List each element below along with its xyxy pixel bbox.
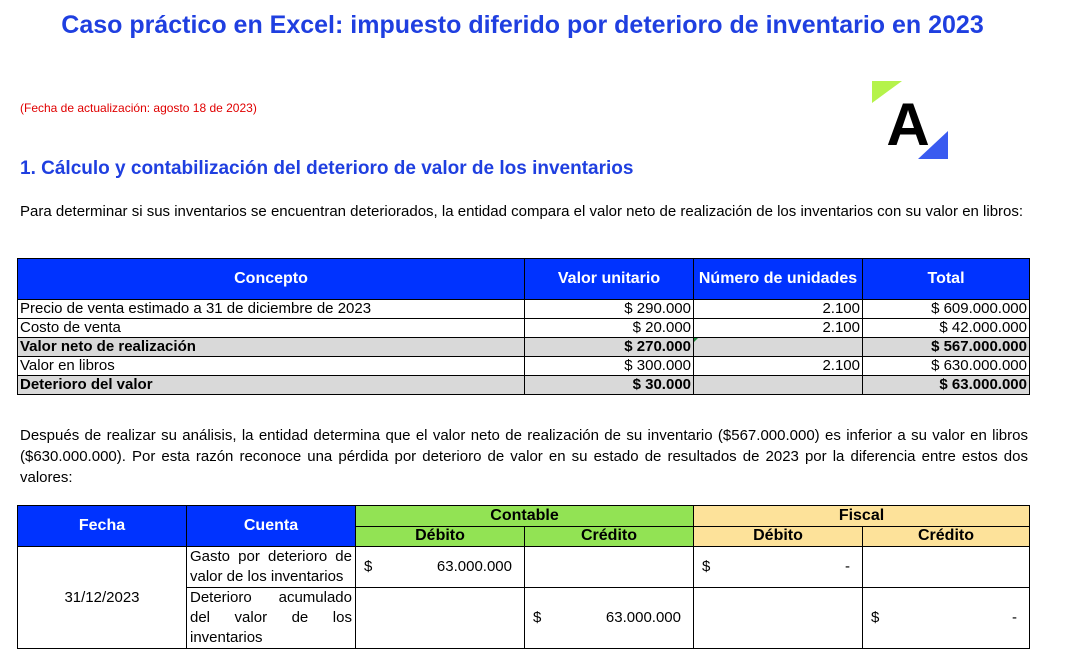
cell-total: $ 609.000.000 [863, 300, 1030, 319]
header-total: Total [863, 259, 1030, 300]
table-row [18, 300, 1030, 319]
table-row [18, 357, 1030, 376]
analysis-paragraph: Después de realizar su análisis, la entidad determina que el valor neto de realización de su inventario ($567.000.000) es inferior a su valor en libros ($630.000.000). Por esta razón reconoce una pérdida por deterioro de valor en su estado de resultados de 2023 por la diferencia entre estos dos valores: [20, 427, 1028, 486]
logo-icon [872, 81, 948, 159]
svg-text:A: A [886, 91, 930, 158]
cell-unidades: 2.100 [694, 357, 863, 376]
header-concepto: Concepto [18, 259, 525, 300]
cell-total: $ 42.000.000 [863, 319, 1030, 338]
cell-cuenta: Gasto por deterioro de valor de los inventarios [187, 547, 356, 588]
cell-fiscal-debito [694, 588, 863, 649]
update-date: (Fecha de actualización: agosto 18 de 2023) [20, 101, 257, 115]
cell-valor-unitario: $ 30.000 [525, 376, 694, 395]
header-fiscal-credito: Crédito [863, 526, 1030, 547]
cell-concepto: Deterioro del valor [18, 376, 525, 395]
cell-contable-debito [356, 588, 525, 649]
table-row [18, 376, 1030, 395]
cell-valor-unitario: $ 290.000 [525, 300, 694, 319]
header-cuenta: Cuenta [187, 506, 356, 547]
cell-cuenta: Deterioro acumulado del valor de los inventarios [187, 588, 356, 649]
cell-fiscal-credito: $ - [863, 588, 1030, 649]
cell-valor-unitario: $ 300.000 [525, 357, 694, 376]
entry-date: 31/12/2023 [18, 547, 187, 649]
cell-concepto: Costo de venta [18, 319, 525, 338]
section-title: 1. Cálculo y contabilización del deterioro de valor de los inventarios [20, 158, 634, 179]
header-contable-debito: Débito [356, 526, 525, 547]
cell-valor-unitario: $ 270.000 [525, 338, 694, 357]
cell-contable-debito: $ 63.000.000 [356, 547, 525, 588]
cell-unidades: 2.100 [694, 319, 863, 338]
cell-unidades [694, 376, 863, 395]
cell-unidades: 2.100 [694, 300, 863, 319]
table-row [18, 338, 1030, 357]
table-row [18, 319, 1030, 338]
accounting-entry-table [17, 505, 1030, 649]
header-contable-credito: Crédito [525, 526, 694, 547]
cell-concepto: Valor neto de realización [18, 338, 525, 357]
page-title: Caso práctico en Excel: impuesto diferido por deterioro de inventario en 2023 [61, 11, 984, 39]
header-contable: Contable [356, 506, 694, 527]
comment-marker-icon [694, 338, 699, 344]
cell-fiscal-debito: $ - [694, 547, 863, 588]
header-fiscal: Fiscal [694, 506, 1030, 527]
intro-paragraph: Para determinar si sus inventarios se encuentran deteriorados, la entidad compara el valor neto de realización de los inventarios con su valor en libros: [20, 203, 1024, 220]
cell-contable-credito: $ 63.000.000 [525, 588, 694, 649]
cell-valor-unitario: $ 20.000 [525, 319, 694, 338]
cell-concepto: Valor en libros [18, 357, 525, 376]
cell-total: $ 63.000.000 [863, 376, 1030, 395]
header-fiscal-debito: Débito [694, 526, 863, 547]
header-fecha: Fecha [18, 506, 187, 547]
cell-unidades [694, 338, 863, 357]
header-valor-unitario: Valor unitario [525, 259, 694, 300]
cell-fiscal-credito [863, 547, 1030, 588]
header-numero-unidades: Número de unidades [694, 259, 863, 300]
cell-contable-credito [525, 547, 694, 588]
table-row [18, 547, 1030, 588]
cell-concepto: Precio de venta estimado a 31 de diciembre de 2023 [18, 300, 525, 319]
cell-total: $ 630.000.000 [863, 357, 1030, 376]
cell-total: $ 567.000.000 [863, 338, 1030, 357]
inventory-valuation-table [17, 258, 1030, 395]
